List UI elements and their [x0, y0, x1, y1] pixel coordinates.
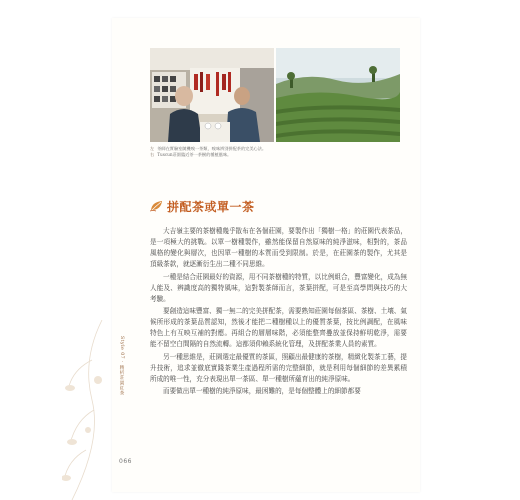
leaf-icon [150, 200, 164, 212]
caption-text: Tuscun莊園臨近茶一茶樹的種植風味。 [157, 152, 232, 157]
book-page [112, 18, 420, 492]
floral-decoration [62, 320, 112, 500]
tea-tasting-photo [150, 48, 274, 142]
body-text [150, 226, 407, 399]
caption-text: 茶師在實驗室隨機嗅一茶類，嗅味辨別拼配茶的完美心法。 [157, 146, 267, 151]
section-heading [150, 198, 255, 214]
chapter-side-title: Style 07 · 精析莊園紅茶 [119, 336, 124, 396]
paragraph: 大吉嶺主要的茶樹種幾乎散布在各個莊園，要製作出「獨樹一格」的莊園代表茶品，是一項極大的挑戰。以單一樹種製作，雖然能保留自然原味的純淨滋味，相對的，茶品風格的變化與層次，也因單一種樹的本質而受到限制。於是，在莊園茶的製作，尤其是頂級茶款，就逐漸衍生出二種不同思維。 [150, 227, 407, 268]
paragraph: 要創造這味豐富、獨一無二的完美拼配茶，需要熟知莊園每個茶區、茶樹、土壤、氣候所形成的茶葉品質認知，然後才能把二種樹種以上的優質茶葉，按比例調配，在風味特色上有互映互補的對應。再組合的層層味階，必須能整齊疊放並保持鮮明乾淨，需要能不留空白間隔的自然流轉。這都須仰賴系統化管理，及拼配茶業人員的素質。 [150, 307, 407, 348]
photo-row [150, 48, 400, 142]
paragraph: 一種是結合莊園最好的資源，用不同茶樹種的特質，以比例組合，豐富變化，成為無人能及、辨識度高的獨特風味，這對製茶師而言，茶葉拼配，可是至高學問與技巧的大考驗。 [150, 272, 407, 303]
page-number: 066 [119, 458, 132, 465]
paragraph: 而要做出單一種樹的純淨原味，最困難的，是每個整體上的細節都要 [163, 387, 361, 395]
paragraph: 另一種思維是，莊園選定最優質的茶區，照顧出最健康的茶樹，精緻化製茶工藝，提升技術，追求並徹底實踐茶業生產過程所需的完整細節，就是利用每個細節的差異累積所成的唯一性，充分表現出單一茶區、單一種樹所蘊育出的純淨原味。 [150, 352, 407, 383]
section-title: 拼配茶或單一茶 [167, 199, 255, 214]
tea-garden-photo [276, 48, 400, 142]
caption-label: 左 [150, 146, 155, 151]
photo-caption-right [150, 152, 402, 158]
caption-label: 右 [150, 152, 155, 157]
